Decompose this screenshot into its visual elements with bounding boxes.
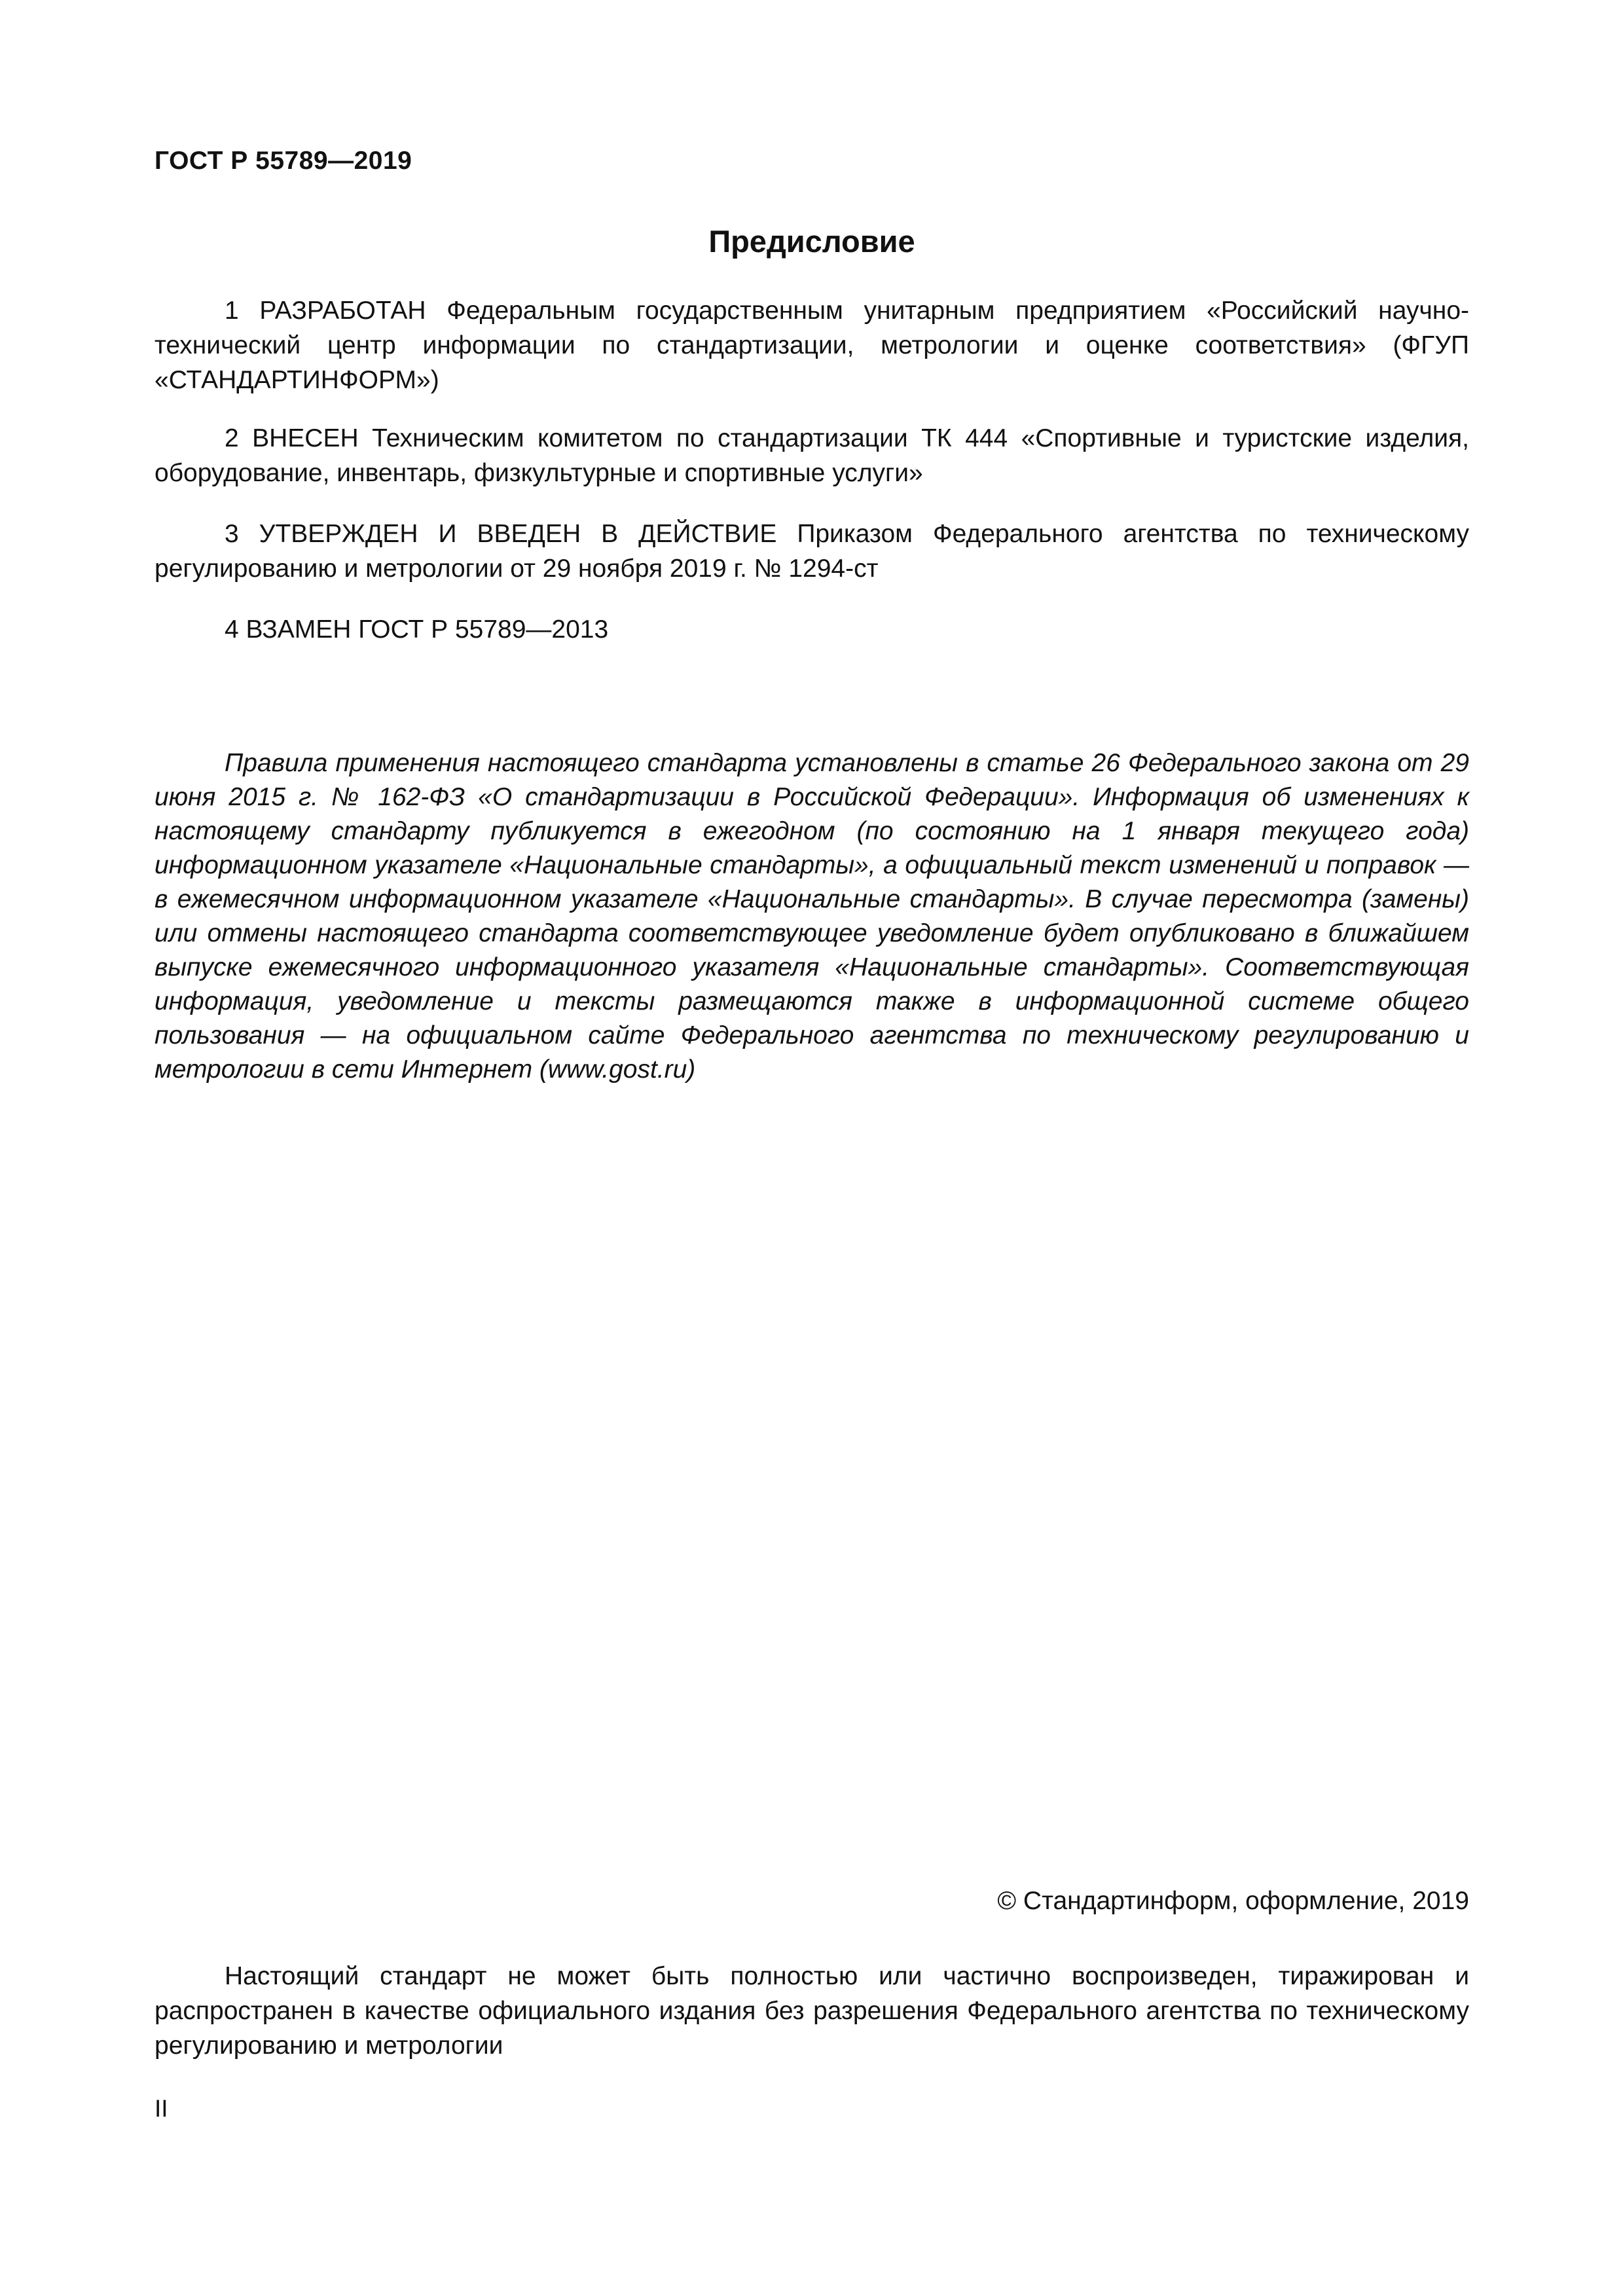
foreword-item-2-text: 2 ВНЕСЕН Техническим комитетом по стандартизации ТК 444 «Спортивные и туристские изделия, оборудование, инвентарь, физкультурные и спортивные услуги» <box>155 424 1469 487</box>
foreword-item-2 <box>155 421 1469 490</box>
copyright-notice: © Стандартинформ, оформление, 2019 <box>997 1887 1469 1915</box>
page-title: Предисловие <box>708 224 915 259</box>
application-rules <box>155 746 1469 1087</box>
foreword-item-1 <box>155 293 1469 397</box>
foreword-item-4-text: 4 ВЗАМЕН ГОСТ Р 55789—2013 <box>225 615 609 644</box>
reproduction-notice-text: Настоящий стандарт не может быть полностью или частично воспроизведен, тиражирован и распространен в качестве официального издания без разрешения Федерального агентства по техническому регулированию и метрологии <box>155 1962 1469 2060</box>
reproduction-notice <box>155 1959 1469 2063</box>
document-code: ГОСТ Р 55789—2019 <box>155 147 412 175</box>
foreword-item-3-text: 3 УТВЕРЖДЕН И ВВЕДЕН В ДЕЙСТВИЕ Приказом Федерального агентства по техническому регулированию и метрологии от 29 ноября 2019 г. № 1294-ст <box>155 520 1469 583</box>
application-rules-text: Правила применения настоящего стандарта установлены в статье 26 Федерального закона от 29 июня 2015 г. № 162-ФЗ «О стандартизации в Российской Федерации». Информация об изменениях к настоящему стандарту публикуется в ежегодном (по состоянию на 1 января текущего года) информационном указателе «Национальные стандарты», а официальный текст изменений и поправок — в ежемесячном информационном указателе «Национальные стандарты». В случае пересмотра (замены) или отмены настоящего стандарта соответствующее уведомление будет опубликовано в ближайшем выпуске ежемесячного информационного указателя «Национальные стандарты». Соответствующая информация, уведомление и тексты размещаются также в информационной системе общего пользования — на официальном сайте Федерального агентства по техническому регулированию и метрологии в сети Интернет (www.gost.ru) <box>155 749 1469 1084</box>
page-number: II <box>155 2095 168 2122</box>
foreword-item-4 <box>155 612 1469 647</box>
foreword-item-1-text: 1 РАЗРАБОТАН Федеральным государственным унитарным предприятием «Российский научно-технический центр информации по стандартизации, метрологии и оценке соответствия» (ФГУП «СТАНДАРТИНФОРМ») <box>155 297 1469 394</box>
foreword-item-3 <box>155 517 1469 586</box>
